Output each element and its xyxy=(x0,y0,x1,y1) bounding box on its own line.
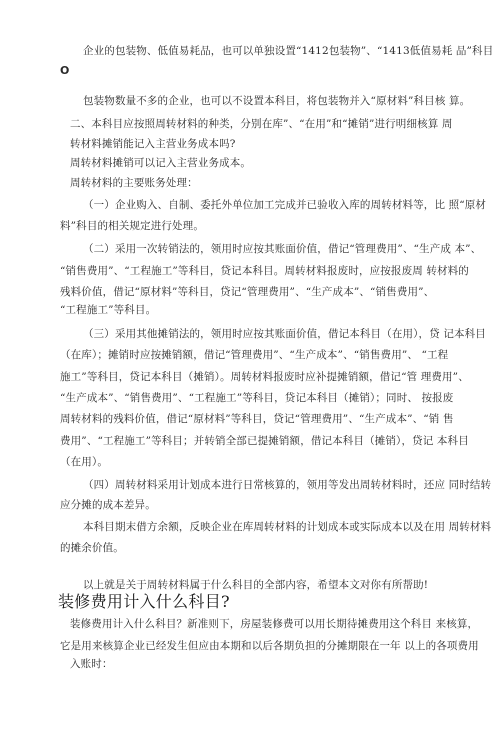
text-line: 装修费用计入什么科目？新准则下，房屋装修费可以用长期待摊费用这个科目 来核算， xyxy=(70,618,479,630)
text-line: 以上就是关于周转材料属于什么科目的全部内容，希望本文对你有所帮助! xyxy=(83,579,429,591)
text-line: 周转材料摊销可以记入主营业务成本。 xyxy=(70,157,252,169)
text-line: （在库）；摊销时应按摊销额，借记“管理费用”、“生产成本”、“销售费用”、 “工程 xyxy=(60,349,449,361)
text-line: “销售费用”、“工程施工”等科目，贷记本科目。周转材料报废时，应按报废周 转材料的 xyxy=(60,265,469,277)
text-line: “生产成本”、“销售费用”、“工程施工”等科目，贷记本科目（摊销）；同时、 按报废 xyxy=(60,392,454,404)
text-line: 周转材料的主要账务处理： xyxy=(70,177,198,189)
text-line: （三）采用其他摊销法的，领用时应按其账面价值，借记本科目（在用），贷 记本科目 xyxy=(83,328,486,340)
text-line: 本科目期末借方余额，反映企业在库周转材料的计划成本或实际成本以及在用 周转材料 xyxy=(83,521,492,533)
text-line: 的摊余价值。 xyxy=(60,542,124,554)
text-line: 周转材料的残料价值，借记“原材料”等科目，贷记“管理费用”、“生产成本”、“销 售 xyxy=(60,413,454,425)
text-line: 二、本科目应按照周转材料的种类，分别在库”、“在用”和“摊销”进行明细核算 周 xyxy=(70,118,453,130)
text-line: 残料价值，借记“原材料”等科目，贷记“管理费用”、“生产成本”、“销售费用”、 xyxy=(60,286,435,298)
text-line: （四）周转材料采用计划成本进行日常核算的，领用等发出周转材料时，还应 同时结转 xyxy=(83,479,492,491)
text-line: 费用”、“工程施工”等科目；并转销全部已提摊销额，借记本科目（摊销），贷记 本科目 xyxy=(60,435,469,447)
text-line: 它是用来核算企业已经发生但应由本期和以后各期负担的分摊期限在一年 以上的各项费用 xyxy=(60,640,479,652)
text-line: 施工”等科目，贷记本科目（摊销）。周转材料报废时应补提摊销额，借记“管 理费用”、 xyxy=(60,371,469,383)
text-line: “工程施工”等科目。 xyxy=(60,304,157,316)
text-line: 料”科目的相关规定进行处理。 xyxy=(60,220,204,232)
text-line: O xyxy=(60,64,70,77)
section-heading: 装修费用计入什么科目? xyxy=(58,592,230,611)
text-line: 入账时： xyxy=(70,658,113,670)
text-line: 企业的包装物、低值易耗品，也可以单独设置“1412包装物”、“1413低值易耗 品”科目 xyxy=(83,45,494,57)
text-line: （二）采用一次转销法的，领用时应按其账面价值，借记“管理费用”、“生产成 本”、 xyxy=(83,243,482,255)
text-line: （在用）。 xyxy=(60,456,108,468)
text-line: 包装物数量不多的企业，也可以不设置本科目，将包装物并入“原材料”科目核 算。 xyxy=(83,95,471,107)
text-line: （一）企业购入、自制、委托外单位加工完成并已验收入库的周转材料等，比 照“原材 xyxy=(83,199,487,211)
text-line: 转材料摊销能记入主营业务成本吗? xyxy=(70,138,236,150)
text-line: 应分摊的成本差异。 xyxy=(60,499,156,511)
